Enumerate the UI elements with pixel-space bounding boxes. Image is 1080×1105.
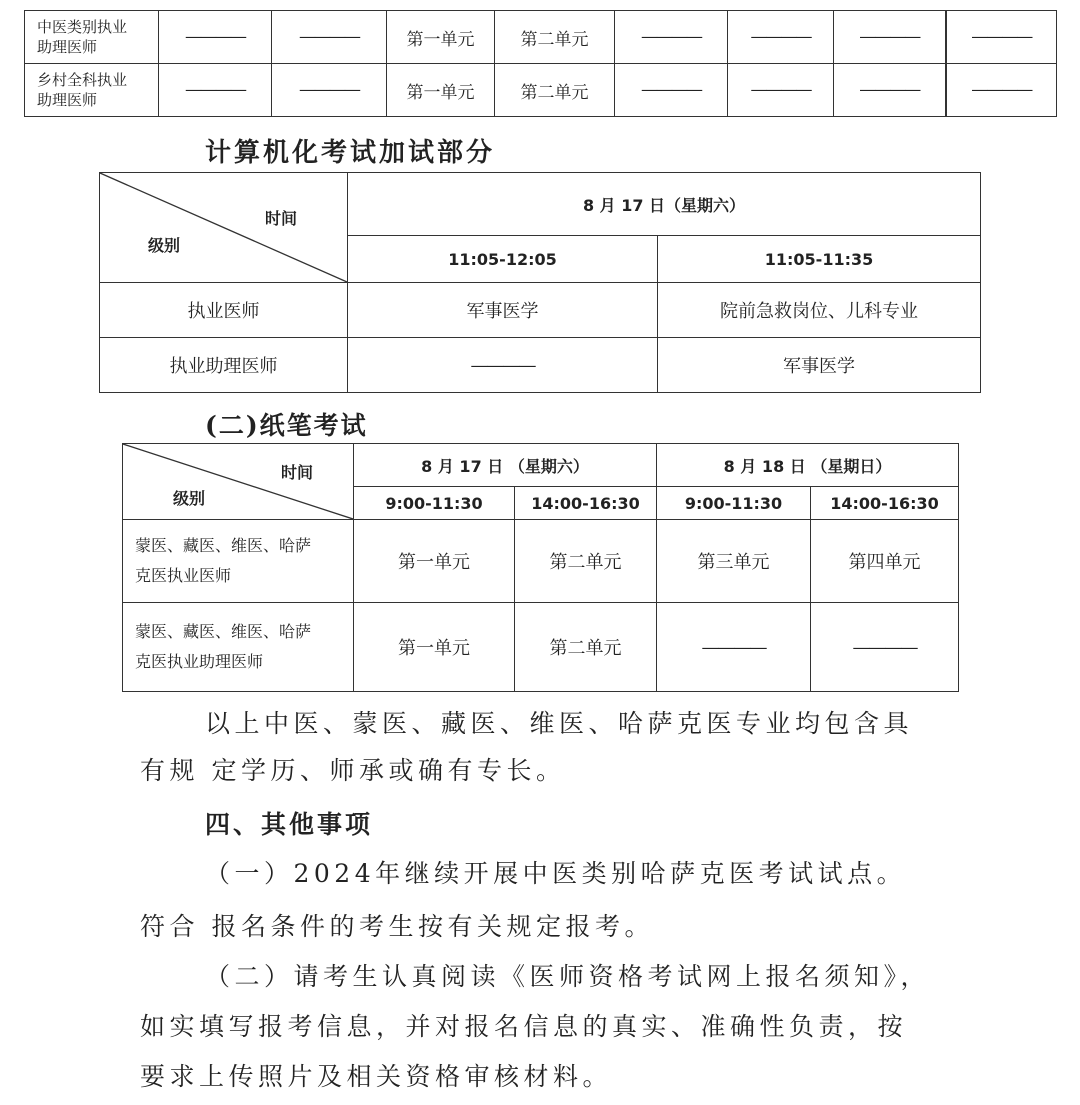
table-cell: ————: [728, 11, 834, 64]
table-row: [25, 11, 1057, 64]
paragraph-item2-line2: 如实填写报考信息，并对报名信息的真实、准确性负责，按: [140, 1012, 908, 1041]
table-cell: 第一单元: [387, 11, 495, 64]
paragraph-item2-line3: 要求上传照片及相关资格审核材料。: [140, 1062, 613, 1091]
table-cell: ————: [159, 64, 272, 117]
table-cell: ————: [615, 64, 728, 117]
table-cell: ————: [834, 64, 946, 117]
paragraph-item1-line2: 符合 报名条件的考生按有关规定报考。: [140, 912, 654, 941]
time-slot-header: 9:00-11:30: [354, 487, 515, 520]
table-cell: 院前急救岗位、儿科专业: [658, 283, 981, 338]
table-cell: ————: [946, 64, 1057, 117]
paragraph-note-line2: 有规 定学历、师承或确有专长。: [140, 756, 566, 785]
paragraph-item2-line1: （二）请考生认真阅读《医师资格考试网上报名须知》，: [205, 962, 931, 991]
section-heading-paper-exam: (二)纸笔考试: [205, 411, 368, 440]
table-cell: 第四单元: [811, 520, 959, 603]
table-row: [123, 520, 959, 603]
table-cell: 第三单元: [657, 520, 811, 603]
row-label: 蒙医、藏医、维医、哈萨 克医执业医师: [123, 520, 354, 603]
row-label: 中医类别执业 助理医师: [25, 11, 159, 64]
row-label: 执业医师: [100, 283, 348, 338]
table-header-row: [123, 444, 959, 487]
date-header: 8 月 18 日 （星期日）: [657, 444, 959, 487]
row-label: 执业助理医师: [100, 338, 348, 393]
date-header: 8 月 17 日 （星期六）: [354, 444, 657, 487]
table-cell: ————: [946, 11, 1057, 64]
diagonal-line: [100, 173, 347, 282]
table-row: [25, 64, 1057, 117]
table-cell: ————: [811, 603, 959, 692]
diagonal-header-cell: [100, 173, 348, 283]
table-row: [123, 603, 959, 692]
table-cell: 第二单元: [495, 11, 615, 64]
table-row: [100, 338, 981, 393]
time-slot-header: 14:00-16:30: [811, 487, 959, 520]
table-header-row: [100, 173, 981, 236]
diagonal-line: [123, 444, 353, 519]
table-cell: ————: [728, 64, 834, 117]
table-cell: 第一单元: [354, 520, 515, 603]
table-cell: 第二单元: [515, 520, 657, 603]
diagonal-header-cell: [123, 444, 354, 520]
exam-schedule-table-top: [24, 10, 1057, 117]
time-slot-header: 14:00-16:30: [515, 487, 657, 520]
paper-exam-table: [122, 443, 959, 692]
table-cell: ————: [272, 64, 387, 117]
table-cell: 军事医学: [348, 283, 658, 338]
table-cell: 军事医学: [658, 338, 981, 393]
table-cell: ————: [272, 11, 387, 64]
time-slot-header: 11:05-11:35: [658, 236, 981, 283]
table-cell: ————: [657, 603, 811, 692]
computer-exam-table: [99, 172, 981, 393]
section-heading-other-matters: 四、其他事项: [205, 810, 374, 839]
time-slot-header: 9:00-11:30: [657, 487, 811, 520]
table-cell: ————: [615, 11, 728, 64]
table-cell: ————: [348, 338, 658, 393]
table-cell: ————: [159, 11, 272, 64]
table-cell: ————: [834, 11, 946, 64]
table-row: [100, 283, 981, 338]
header-level-label: 级别: [173, 489, 206, 508]
table-cell: 第二单元: [495, 64, 615, 117]
table-cell: 第二单元: [515, 603, 657, 692]
row-label: 乡村全科执业 助理医师: [25, 64, 159, 117]
paragraph-item1-line1: （一）2024年继续开展中医类别哈萨克医考试试点。: [205, 859, 907, 888]
table-cell: 第一单元: [354, 603, 515, 692]
row-label: 蒙医、藏医、维医、哈萨 克医执业助理医师: [123, 603, 354, 692]
table-cell: 第一单元: [387, 64, 495, 117]
date-header: 8 月 17 日（星期六）: [348, 173, 981, 236]
time-slot-header: 11:05-12:05: [348, 236, 658, 283]
header-time-label: 时间: [264, 209, 297, 228]
header-level-label: 级别: [148, 236, 181, 255]
section-heading-computer-exam: 计算机化考试加试部分: [205, 138, 496, 168]
paragraph-note-line1: 以上中医、蒙医、藏医、维医、哈萨克医专业均包含具: [205, 709, 914, 738]
header-time-label: 时间: [280, 463, 313, 482]
